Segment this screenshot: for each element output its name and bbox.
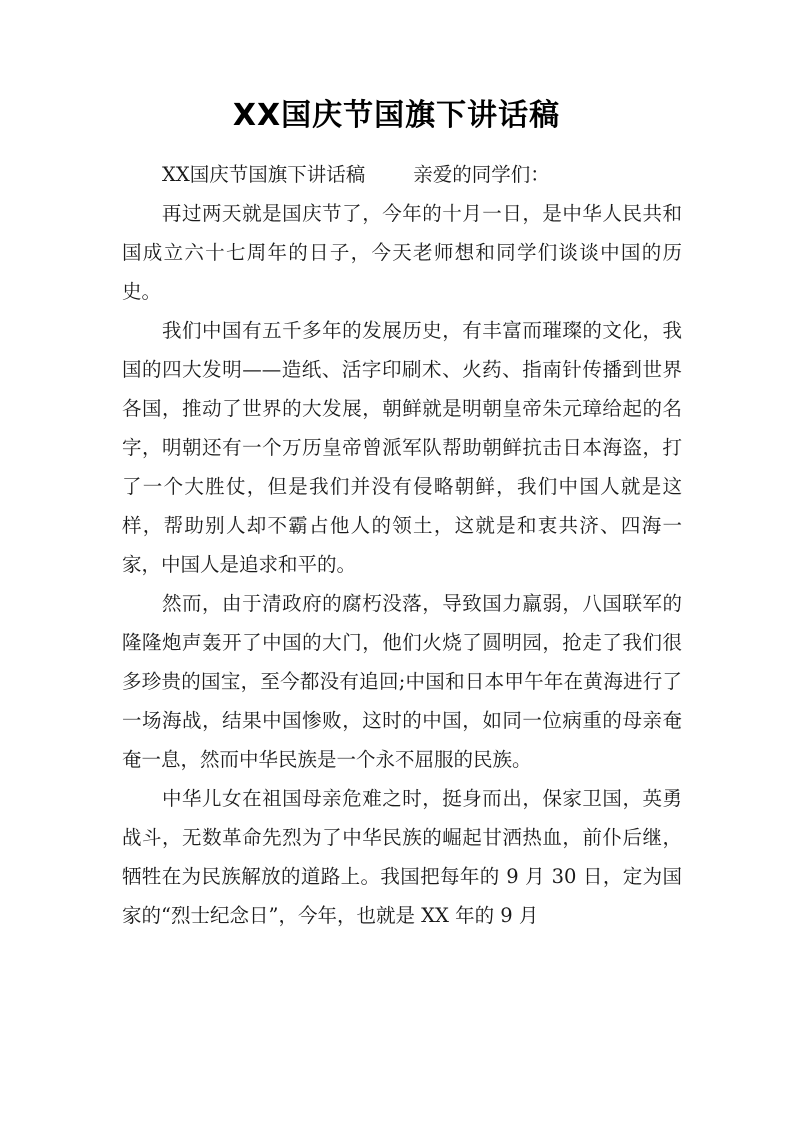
document-title: XX国庆节国旗下讲话稿 — [232, 98, 561, 133]
opening-line — [122, 155, 682, 194]
repeat-title: XX国庆节国旗下讲话稿 — [162, 163, 366, 186]
document-body — [122, 155, 682, 935]
paragraph-1: 再过两天就是国庆节了，今年的十月一日，是中华人民共和国成立六十七周年的日子，今天老师想和同学们谈谈中国的历史。 — [122, 202, 682, 303]
paragraph-4: 中华儿女在祖国母亲危难之时，挺身而出，保家卫国，英勇战斗，无数革命先烈为了中华民族的崛起甘洒热血，前仆后继，牺牲在为民族解放的道路上。我国把每年的 9 月 30 日，定为国家的“烈士纪念日”，今年，也就是 XX 年的 9 月 — [122, 787, 682, 927]
paragraph-2: 我们中国有五千多年的发展历史，有丰富而璀璨的文化，我国的四大发明——造纸、活字印刷术、火药、指南针传播到世界各国，推动了世界的大发展，朝鲜就是明朝皇帝朱元璋给起的名字，明朝还有一个万历皇帝曾派军队帮助朝鲜抗击日本海盗，打了一个大胜仗，但是我们并没有侵略朝鲜，我们中国人就是这样，帮助别人却不霸占他人的领土，这就是和衷共济、四海一家，中国人是追求和平的。 — [122, 319, 682, 576]
salutation: 亲爱的同学们： — [413, 163, 550, 186]
paragraph-3: 然而，由于清政府的腐朽没落，导致国力羸弱，八国联军的隆隆炮声轰开了中国的大门，他们火烧了圆明园，抢走了我们很多珍贵的国宝，至今都没有追回;中国和日本甲午年在黄海进行了一场海战，结果中国惨败，这时的中国，如同一位病重的母亲奄奄一息，然而中华民族是一个永不屈服的民族。 — [122, 592, 682, 771]
